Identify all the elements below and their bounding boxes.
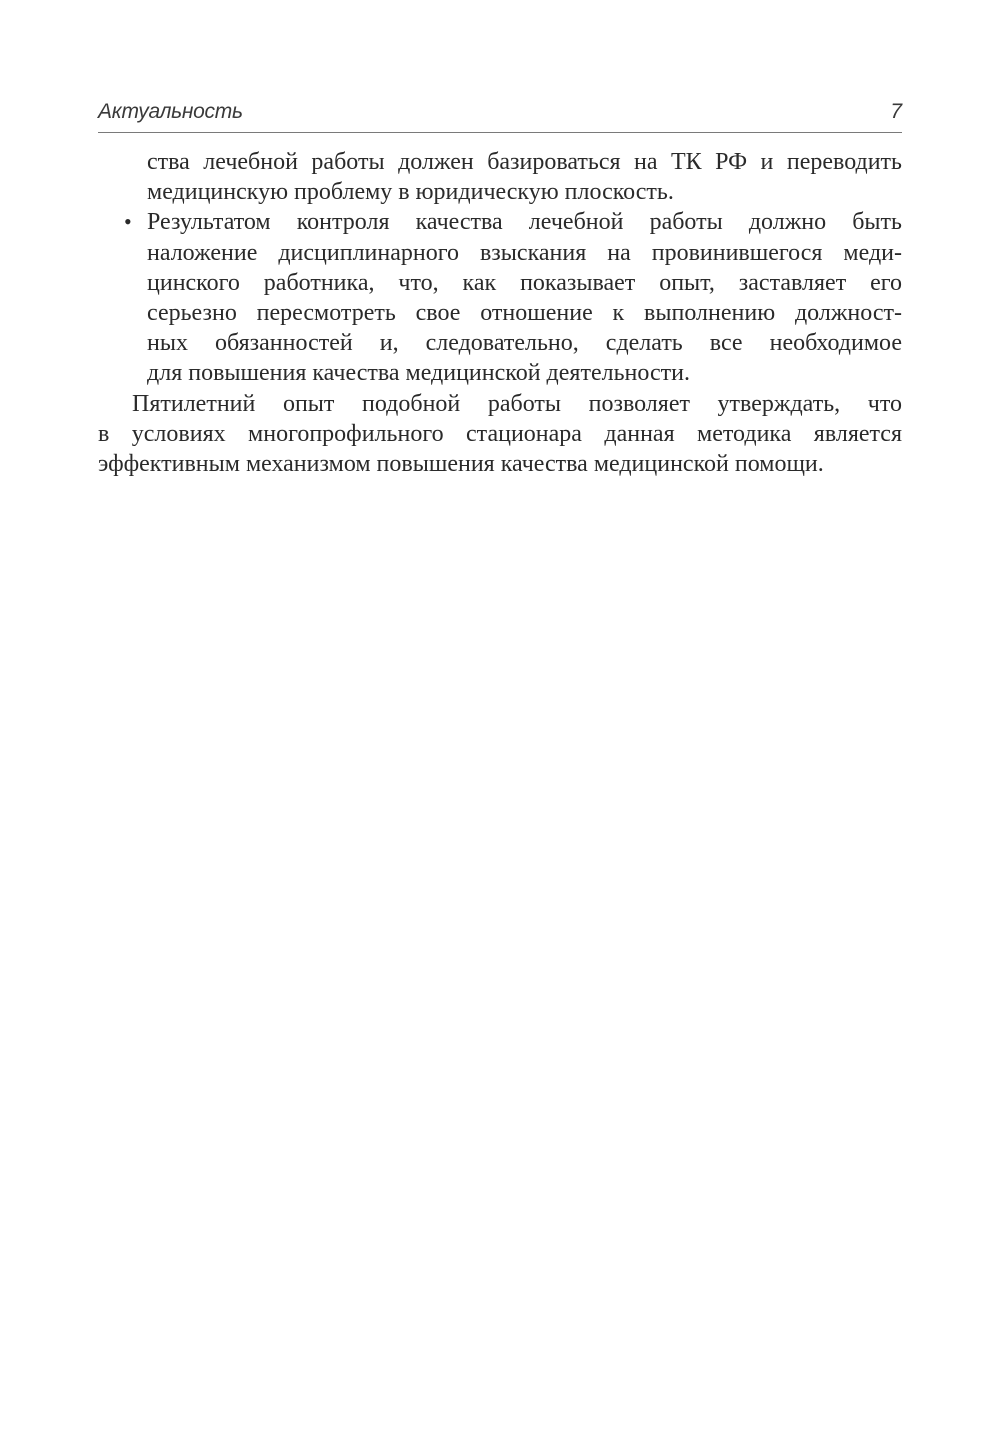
section-title: Актуальность bbox=[98, 100, 243, 123]
text-line: ных обязанностей и, следовательно, сделать все необходимое bbox=[147, 330, 902, 357]
text-line: эффективным механизмом повышения качества медицинской помощи. bbox=[98, 451, 824, 478]
text-line: для повышения качества медицинской деятельности. bbox=[147, 360, 690, 387]
text-line: в условиях многопрофильного стационара данная методика является bbox=[98, 420, 902, 447]
text-line: Пятилетний опыт подобной работы позволяет утверждать, что bbox=[132, 390, 902, 417]
bullet-icon: • bbox=[124, 209, 132, 235]
text-line: серьезно пересмотреть свое отношение к выполнению должност- bbox=[147, 300, 902, 327]
list-item bbox=[98, 207, 902, 388]
text-line: цинского работника, что, как показывает опыт, заставляет его bbox=[147, 269, 902, 296]
text-line: ства лечебной работы должен базироваться на ТК РФ и переводить bbox=[147, 149, 902, 175]
text-line: Результатом контроля качества лечебной работы должно быть bbox=[147, 209, 902, 236]
text-line: медицинскую проблему в юридическую плоскость. bbox=[147, 179, 674, 206]
text-line: наложение дисциплинарного взыскания на провинившегося меди- bbox=[147, 239, 902, 266]
paragraph bbox=[98, 389, 902, 480]
page-number: 7 bbox=[890, 100, 902, 123]
body-text bbox=[98, 147, 902, 479]
running-header bbox=[98, 96, 902, 133]
list-item-continuation bbox=[98, 147, 902, 207]
